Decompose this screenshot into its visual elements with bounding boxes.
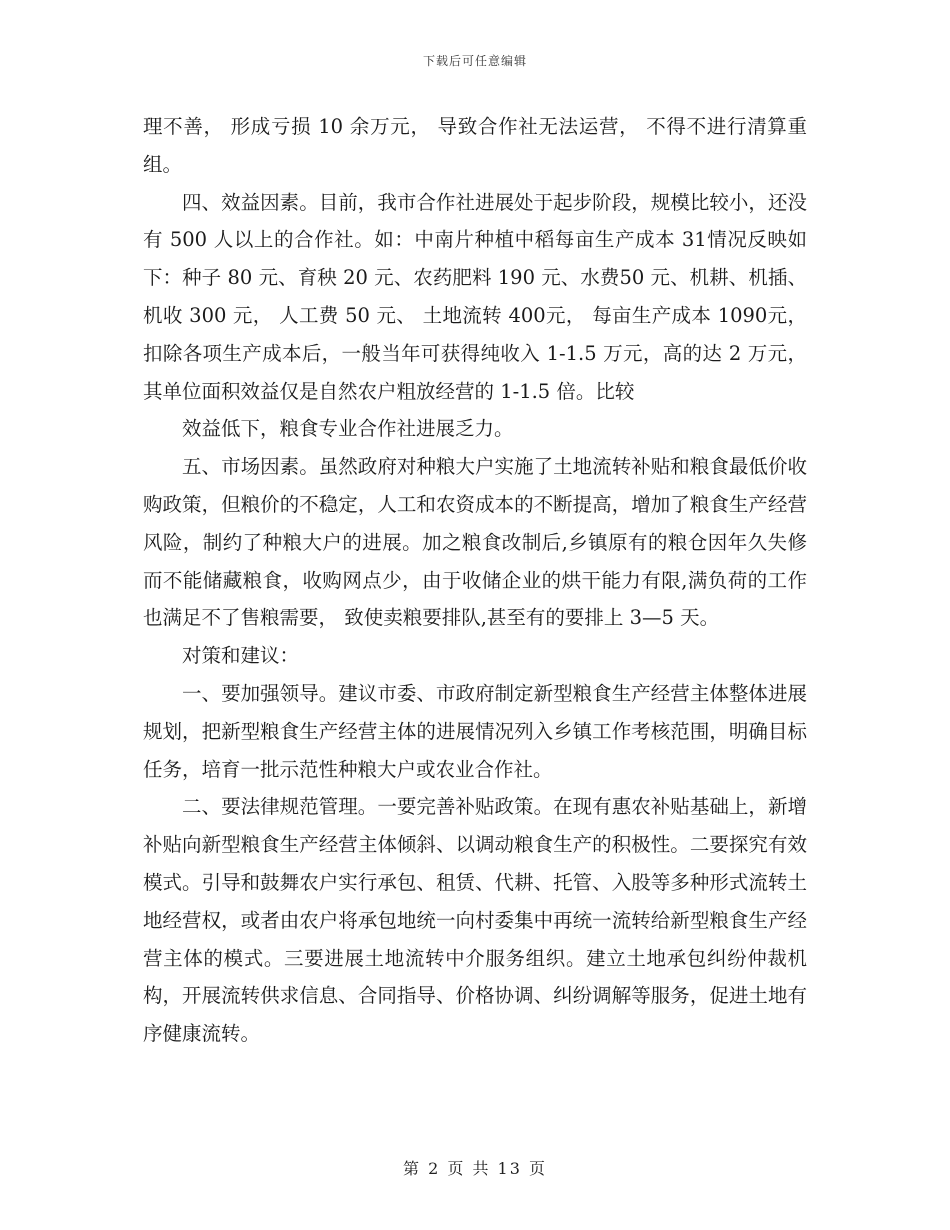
paragraph-7: 二、要法律规范管理。一要完善补贴政策。在现有惠农补贴基础上，新增补贴向新型粮食生产经营主体倾斜、以调动粮食生产的积极性。二要探究有效模式。引导和鼓舞农户实行承包、租赁、代耕、托管、入股等多种形式流转土地经营权，或者由农户将承包地统一向村委集中再统一流转给新型粮食生产经营主体的模式。三要进展土地流转中介服务组织。建立土地承包纠纷仲裁机构，开展流转供求信息、合同指导、价格协调、纠纷调解等服务，促进土地有序健康流转。 bbox=[143, 795, 807, 1046]
paragraph-1: 理不善， 形成亏损 10 余万元， 导致合作社无法运营， 不得不进行清算重组。 bbox=[143, 115, 807, 176]
document-body bbox=[143, 108, 807, 1053]
page-header: 下载后可任意编辑 bbox=[422, 54, 527, 68]
page-number-footer: 第 2 页 共 13 页 bbox=[403, 1159, 547, 1178]
paragraph-6: 一、要加强领导。建议市委、市政府制定新型粮食生产经营主体整体进展规划，把新型粮食生产经营主体的进展情况列入乡镇工作考核范围，明确目标任务，培育一批示范性种粮大户或农业合作社。 bbox=[143, 681, 807, 781]
paragraph-4: 五、市场因素。虽然政府对种粮大户实施了土地流转补贴和粮食最低价收购政策，但粮价的不稳定，人工和农资成本的不断提高，增加了粮食生产经营风险，制约了种粮大户的进展。加之粮食改制后,乡镇原有的粮仓因年久失修而不能储藏粮食，收购网点少，由于收储企业的烘干能力有限,满负荷的工作也满足不了售粮需要， 致使卖粮要排队,甚至有的要排上 3—5 天。 bbox=[143, 455, 807, 630]
paragraph-3: 效益低下，粮食专业合作社进展乏力。 bbox=[182, 417, 514, 441]
paragraph-2: 四、效益因素。目前，我市合作社进展处于起步阶段，规模比较小，还没有 500 人以上的合作社。如：中南片种植中稻每亩生产成本 31情况反映如下：种子 80 元、育秧 20 元、农药肥料 190 元、水费50 元、机耕、机插、 机收 300 元， 人工费 50 元、 土地流转 400元， 每亩生产成本 1090元，扣除各项生产成本后，一般当年可获得纯收入 1-1.5 万元，高的达 2 万元，其单位面积效益仅是自然农户粗放经营的 1-1.5 倍。比较 bbox=[143, 190, 807, 403]
paragraph-5: 对策和建议： bbox=[182, 644, 300, 668]
